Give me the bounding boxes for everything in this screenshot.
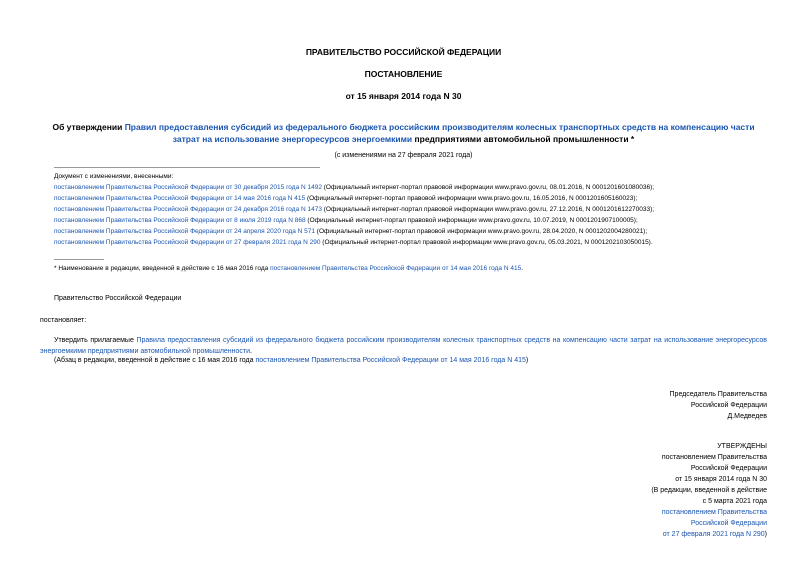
approved-end: ) (764, 531, 767, 538)
footnote-text: * Наименование в редакции, введенной в действие с 16 мая 2016 года (54, 265, 271, 272)
amendment-link[interactable]: постановлением Правительства Российской Федерации от 24 апреля 2020 года N 571 (54, 228, 315, 235)
amendment-item (54, 237, 654, 248)
footnote-separator (54, 259, 104, 260)
amendment-text: (Официальный интернет-портал правовой информации www.pravo.gov.ru, 10.07.2019, N 0001201907100005); (305, 217, 638, 224)
title-suffix: предприятиями автомобильной промышленности * (412, 134, 635, 144)
approve-prefix: Утвердить прилагаемые (54, 337, 137, 344)
government-heading: ПРАВИТЕЛЬСТВО РОССИЙСКОЙ ФЕДЕРАЦИИ (305, 47, 502, 57)
signature-country: Российской Федерации (690, 402, 767, 409)
approved-link[interactable]: Российской Федерации (690, 520, 767, 527)
approved-link[interactable]: постановлением Правительства (661, 509, 767, 516)
amendment-text: (Официальный интернет-портал правовой информации www.pravo.gov.ru, 08.01.2016, N 0001201601080036); (321, 184, 655, 191)
amendment-text: (Официальный интернет-портал правовой информации www.pravo.gov.ru, 28.04.2020, N 0001202004280021); (315, 228, 648, 235)
footnote (54, 263, 523, 274)
approved-line: с 5 марта 2021 года (702, 498, 767, 505)
government-subject: Правительство Российской Федерации (54, 295, 182, 302)
amendments-block (54, 171, 654, 248)
amendment-item (54, 226, 654, 237)
approve-rules-link[interactable]: Правила предоставления субсидий из федерального бюджета российским производителям колесных транспортных средств на компенсацию части затрат на использование энергоресурсов энергоемкими предприятиями автомобильной промышленности (40, 337, 767, 355)
amendment-text: (Официальный интернет-портал правовой информации www.pravo.gov.ru, 27.12.2016, N 0001201612270033); (321, 206, 655, 213)
footnote-link[interactable]: постановлением Правительства Российской Федерации от 14 мая 2016 года N 415 (270, 265, 522, 272)
approved-block (651, 441, 767, 540)
abzac-note (54, 357, 528, 364)
abzac-link[interactable]: постановлением Правительства Российской Федерации от 14 мая 2016 года N 415 (255, 357, 526, 364)
amendments-intro: Документ с изменениями, внесенными: (54, 173, 174, 180)
approved-link[interactable]: от 27 февраля 2021 года N 290 (662, 531, 765, 538)
amendment-item (54, 182, 654, 193)
document-date: от 15 января 2014 года N 30 (345, 91, 462, 101)
title-prefix: Об утверждении (52, 122, 125, 132)
amendment-item (54, 204, 654, 215)
approved-line: постановлением Правительства (661, 454, 767, 461)
signature-position: Председатель Правительства (669, 391, 767, 398)
amendment-link[interactable]: постановлением Правительства Российской Федерации от 27 февраля 2021 года N 290 (54, 239, 321, 246)
separator-line (54, 167, 320, 168)
approved-line: (В редакции, введенной в действие (651, 487, 767, 494)
abzac-end: ) (525, 357, 529, 364)
amendment-text: (Официальный интернет-портал правовой информации www.pravo.gov.ru, 16.05.2016, N 0001201605160023); (305, 195, 638, 202)
amendment-link[interactable]: постановлением Правительства Российской Федерации от 8 июля 2019 года N 868 (54, 217, 306, 224)
amendment-item (54, 215, 654, 226)
approve-end: . (250, 348, 252, 355)
signature-name: Д.Медведев (727, 413, 767, 420)
abzac-prefix: (Абзац в редакции, введенной в действие с 16 мая 2016 года (54, 357, 256, 364)
amendment-link[interactable]: постановлением Правительства Российской Федерации от 14 мая 2016 года N 415 (54, 195, 306, 202)
signature-block (670, 389, 767, 422)
amendment-link[interactable]: постановлением Правительства Российской Федерации от 30 декабря 2015 года N 1492 (54, 184, 322, 191)
decrees-word: постановляет: (40, 317, 87, 324)
amendment-link[interactable]: постановлением Правительства Российской Федерации от 24 декабря 2016 года N 1473 (54, 206, 322, 213)
amendment-item (54, 193, 654, 204)
footnote-end: . (521, 265, 524, 272)
document-type: ПОСТАНОВЛЕНИЕ (364, 69, 443, 79)
document-title (40, 121, 767, 145)
changes-note: (с изменениями на 27 февраля 2021 года) (334, 152, 473, 159)
title-rules-link[interactable]: Правил предоставления субсидий из федерального бюджета российским производителям колесных транспортных средств на компенсацию части затрат на использование энергоресурсов энергоемкими (124, 122, 755, 144)
approved-line: Российской Федерации (690, 465, 767, 472)
amendment-text: (Официальный интернет-портал правовой информации www.pravo.gov.ru, 05.03.2021, N 0001202103050015). (320, 239, 653, 246)
approve-paragraph (40, 335, 767, 357)
approved-line: от 15 января 2014 года N 30 (675, 476, 767, 483)
approved-heading: УТВЕРЖДЕНЫ (717, 443, 767, 450)
